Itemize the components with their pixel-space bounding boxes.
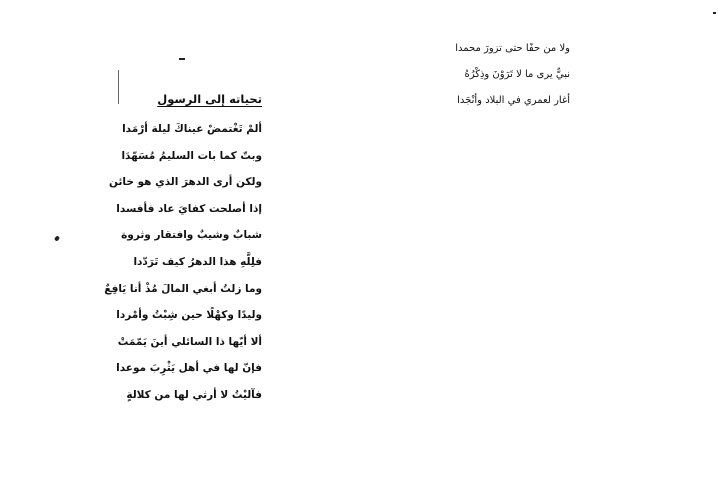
poem-line: ألا أيّها ذا السائلي أينَ يَمّمَتْ <box>117 335 262 348</box>
poem-title: تحياته إلى الرسول <box>157 92 262 106</box>
edge-mark <box>713 12 716 14</box>
left-poem-column <box>104 90 268 410</box>
poem-line: وبتّ كما بات السليمُ مُسَهّدَا <box>121 149 262 162</box>
poem-line: وما زلتُ أبغي المالَ مُذْ أنا يَافِعٌ <box>104 282 262 295</box>
poem-line: أغار لعمري في البلاد وأنْجَدا <box>457 95 570 106</box>
poem-line: إذا أصلحت كفايَ عاد فأفسدا <box>116 202 262 215</box>
poem-line: وليدًا وكهْلًا حين شِبْتُ وأمْردا <box>116 309 262 322</box>
poem-line: ألمْ تَغْتمضْ عيناكَ ليلة أرْمَدا <box>122 123 262 135</box>
poem-line: فلِلَّهِ هذا الدهرُ كيف تَرَدّدا <box>133 255 262 268</box>
scan-speck <box>54 235 60 241</box>
poem-line: شبابٌ وشيبٌ وافتقار وثروة <box>121 229 262 242</box>
right-poem-column <box>400 42 570 120</box>
poem-line: فإنّ لها في أهل يَثْرِبَ موعدا <box>116 362 262 375</box>
poem-line: ولا من حفًا حتى تزورَ محمدا <box>455 43 570 54</box>
left-poem-lines <box>104 122 262 415</box>
ink-dash-mark <box>179 58 185 60</box>
poem-line: فآليْتُ لا أرثي لها من كلالةٍ <box>126 388 262 401</box>
poem-line: نبيٌّ يرى ما لا تَرَوْنَ وذِكْرُهُ <box>464 69 570 80</box>
poem-line: ولكن أرى الدهرَ الذي هو خائن <box>109 176 262 189</box>
right-poem-lines <box>400 42 570 120</box>
